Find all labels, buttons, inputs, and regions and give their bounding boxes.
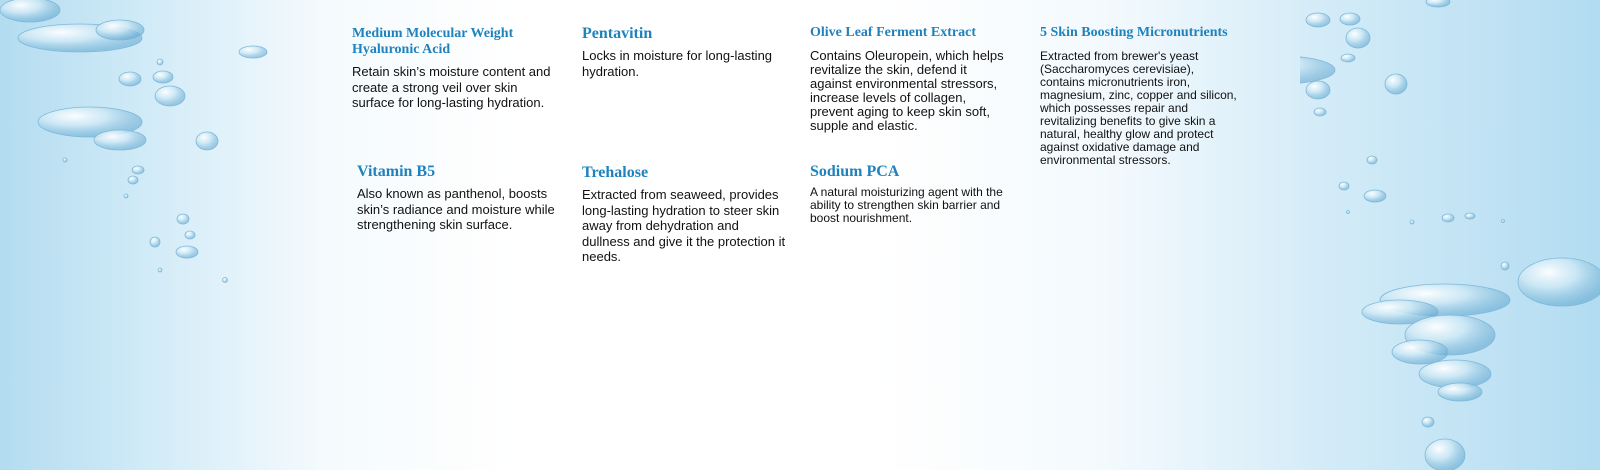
ingredient-description: Contains Oleuropein, which helps revitalize the skin, defend it against environmental stressors, increase levels of collagen, prevent aging to keep skin soft, supple and elastic. <box>810 48 1004 133</box>
ingredient-title: 5 Skin Boosting Micronutrients <box>1040 25 1228 40</box>
ingredient-description: Retain skin’s moisture content and create a strong veil over skin surface for long-lasting hydration. <box>352 64 551 110</box>
ingredient-title: Pentavitin <box>582 25 653 42</box>
ingredient-description: Extracted from seaweed, provides long-lasting hydration to steer skin away from dehydration and dullness and give it the protection it needs. <box>582 187 786 264</box>
ingredient-title: Medium Molecular Weight Hyaluronic Acid <box>352 26 514 57</box>
ingredient-title: Trehalose <box>582 164 649 181</box>
ingredient-card-hyaluronic-acid <box>352 26 552 111</box>
ingredient-card-sodium-pca <box>810 163 1010 225</box>
ingredient-card-olive-leaf-ferment-extract <box>810 25 1010 133</box>
ingredient-title: Sodium PCA <box>810 163 900 180</box>
ingredient-description: Also known as panthenol, boosts skin’s radiance and moisture while strengthening skin surface. <box>357 186 555 232</box>
ingredient-card-trehalose <box>582 164 787 265</box>
ingredient-title: Olive Leaf Ferment Extract <box>810 25 976 40</box>
ingredient-description: Locks in moisture for long-lasting hydration. <box>582 48 773 79</box>
water-bubbles-right-decoration <box>1300 0 1600 470</box>
ingredient-description: Extracted from brewer's yeast (Saccharomyces cerevisiae), contains micronutrients iron, magnesium, zinc, copper and silicon, which possesses repair and revitalizing benefits to give skin a natural, healthy glow and protect against oxidative damage and environmental stressors. <box>1040 49 1237 167</box>
water-bubbles-left-decoration <box>0 0 300 470</box>
ingredient-card-skin-boosting-micronutrients <box>1040 25 1250 167</box>
ingredient-title: Vitamin B5 <box>357 163 436 180</box>
ingredient-card-pentavitin <box>582 25 787 79</box>
ingredient-description: A natural moisturizing agent with the ability to strengthen skin barrier and boost nourishment. <box>810 185 1003 225</box>
ingredient-card-vitamin-b5 <box>357 163 557 233</box>
